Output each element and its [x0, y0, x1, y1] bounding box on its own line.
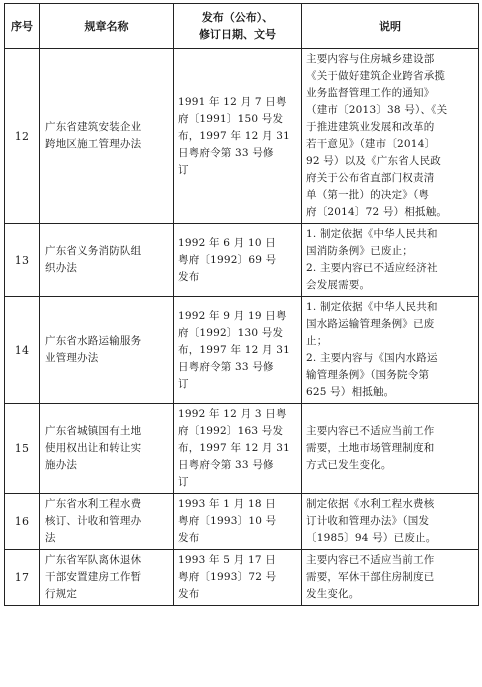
- explanation-line: 625 号）相抵触。: [306, 386, 395, 398]
- regulation-name-line: 业管理办法: [45, 352, 99, 364]
- issue-date-line: 粤府〔1993〕10 号: [178, 515, 277, 527]
- regulation-name-line: 广东省建筑安装企业: [45, 121, 142, 133]
- table-row: [5, 49, 479, 224]
- issue-date-doc-no: [174, 404, 302, 494]
- issue-date-line: 布，1997 年 12 月 31: [178, 343, 290, 356]
- explanation-line: 主要内容已不适应当前工作: [306, 425, 435, 437]
- explanation-line: 国消防条例》已废止；: [306, 245, 413, 257]
- issue-date-line: 订: [178, 476, 189, 488]
- regulation-name: [40, 49, 174, 224]
- regulation-name-line: 织办法: [45, 262, 78, 274]
- explanation: [302, 49, 479, 224]
- explanation-line: 需要，土地市场管理制度和: [306, 442, 435, 454]
- explanation-line: 府关于公布省直部门权责清: [306, 172, 435, 184]
- regulation-name-line: 广东省城镇国有土地: [45, 425, 142, 437]
- issue-date-line: 日粤府令第 33 号修: [178, 360, 274, 373]
- header-note: 说明: [302, 4, 479, 49]
- row-number: 12: [5, 49, 40, 224]
- issue-date-line: 日粤府令第 33 号修: [178, 146, 274, 159]
- explanation: [302, 297, 479, 404]
- explanation-line: 国水路运输管理条例》已废: [306, 318, 435, 330]
- explanation-line: 主要内容已不适应当前工作: [306, 554, 435, 566]
- issue-date-doc-no: [174, 297, 302, 404]
- regulation-name-line: 广东省水路运输服务: [45, 335, 142, 347]
- issue-date-line: 1991 年 12 月 7 日粤: [178, 95, 287, 108]
- issue-date-doc-no: [174, 224, 302, 297]
- table-body: [5, 49, 479, 606]
- issue-date-line: 府〔1991〕150 号发: [178, 112, 284, 125]
- table-row: [5, 404, 479, 494]
- regulation-name-line: 行规定: [45, 588, 78, 600]
- table-row: [5, 550, 479, 606]
- explanation: [302, 550, 479, 606]
- issue-date-line: 订: [178, 377, 189, 390]
- row-number: 16: [5, 494, 40, 550]
- explanation-line: 单（第一批）的决定》（粤: [306, 189, 430, 201]
- issue-date-line: 粤府〔1993〕72 号: [178, 571, 277, 583]
- table-row: [5, 297, 479, 404]
- explanation-line: 2. 主要内容与《国内水路运: [306, 352, 438, 364]
- explanation-line: 92 号）以及《广东省人民政: [306, 155, 441, 167]
- explanation-line: 业务监督管理工作的通知》: [306, 87, 435, 99]
- issue-date-doc-no: [174, 550, 302, 606]
- explanation: [302, 494, 479, 550]
- explanation-line: 于推进建筑业发展和改革的: [306, 121, 435, 133]
- issue-date-line: 1993 年 1 月 18 日: [178, 498, 276, 510]
- regulation-name-line: 广东省水利工程水费: [45, 498, 142, 510]
- row-number: 14: [5, 297, 40, 404]
- issue-date-line: 府〔1992〕130 号发: [178, 326, 284, 339]
- table-row: [5, 494, 479, 550]
- issue-date-line: 日粤府令第 33 号修: [178, 459, 274, 471]
- explanation-line: 方式已发生变化。: [306, 459, 392, 471]
- explanation-line: 〔1985〕94 号）已废止。: [306, 532, 437, 544]
- explanation-line: 主要内容与住房城乡建设部: [306, 53, 435, 65]
- document-page: [4, 3, 478, 606]
- issue-date-line: 订: [178, 163, 189, 176]
- issue-date-line: 布，1997 年 12 月 31: [178, 442, 290, 454]
- row-number: 17: [5, 550, 40, 606]
- issue-date-doc-no: [174, 494, 302, 550]
- table-header-row: [5, 4, 479, 49]
- regulations-table: [4, 3, 479, 606]
- issue-date-line: 布，1997 年 12 月 31: [178, 129, 290, 142]
- regulation-name: [40, 494, 174, 550]
- regulation-name-line: 施办法: [45, 459, 78, 471]
- explanation: [302, 224, 479, 297]
- explanation-line: 1. 制定依据《中华人民共和: [306, 228, 438, 240]
- issue-date-line: 1992 年 9 月 19 日粤: [178, 309, 287, 322]
- explanation-line: 发生变化。: [306, 588, 360, 600]
- explanation-line: 制定依据《水利工程水费核: [306, 498, 435, 510]
- issue-date-line: 1992 年 6 月 10 日: [178, 236, 276, 249]
- issue-date-line: 1992 年 12 月 3 日粤: [178, 408, 287, 420]
- issue-date-doc-no: [174, 49, 302, 224]
- explanation-line: 2. 主要内容已不适应经济社: [306, 262, 438, 274]
- explanation: [302, 404, 479, 494]
- row-number: 13: [5, 224, 40, 297]
- issue-date-line: 发布: [178, 532, 200, 544]
- row-number: 15: [5, 404, 40, 494]
- issue-date-line: 发布: [178, 270, 200, 283]
- header-no: 序号: [5, 4, 40, 49]
- explanation-line: 需要，军休干部住房制度已: [306, 571, 435, 583]
- explanation-line: （建市〔2013〕38 号）、《关: [306, 104, 448, 116]
- explanation-line: 会发展需要。: [306, 279, 371, 291]
- regulation-name: [40, 224, 174, 297]
- explanation-line: 止；: [306, 335, 328, 347]
- explanation-line: 若干意见》（建市〔2014〕: [306, 138, 436, 150]
- explanation-line: 输管理条例》（国务院令第: [306, 369, 430, 381]
- explanation-line: 订计收和管理办法》（国发: [306, 515, 430, 527]
- regulation-name: [40, 550, 174, 606]
- issue-date-line: 发布: [178, 588, 200, 600]
- regulation-name: [40, 297, 174, 404]
- regulation-name-line: 广东省义务消防队组: [45, 245, 142, 257]
- issue-date-line: 府〔1992〕163 号发: [178, 425, 284, 437]
- regulation-name-line: 法: [45, 532, 56, 544]
- table-row: [5, 224, 479, 297]
- regulation-name-line: 跨地区施工管理办法: [45, 138, 142, 150]
- header-issue-line1: 发布（公布）、: [201, 11, 274, 24]
- regulation-name-line: 使用权出让和转让实: [45, 442, 142, 454]
- header-issue: [174, 4, 302, 49]
- issue-date-line: 1993 年 5 月 17 日: [178, 554, 276, 566]
- explanation-line: 《关于做好建筑企业跨省承揽: [306, 70, 446, 82]
- regulation-name: [40, 404, 174, 494]
- header-name: 规章名称: [40, 4, 174, 49]
- regulation-name-line: 核订、计收和管理办: [45, 515, 142, 527]
- header-issue-line2: 修订日期、文号: [199, 28, 276, 41]
- issue-date-line: 粤府〔1992〕69 号: [178, 253, 277, 266]
- explanation-line: 1. 制定依据《中华人民共和: [306, 301, 438, 313]
- regulation-name-line: 干部安置建房工作暂: [45, 571, 142, 583]
- explanation-line: 府〔2014〕72 号）相抵触。: [306, 206, 448, 218]
- regulation-name-line: 广东省军队离休退休: [45, 554, 142, 566]
